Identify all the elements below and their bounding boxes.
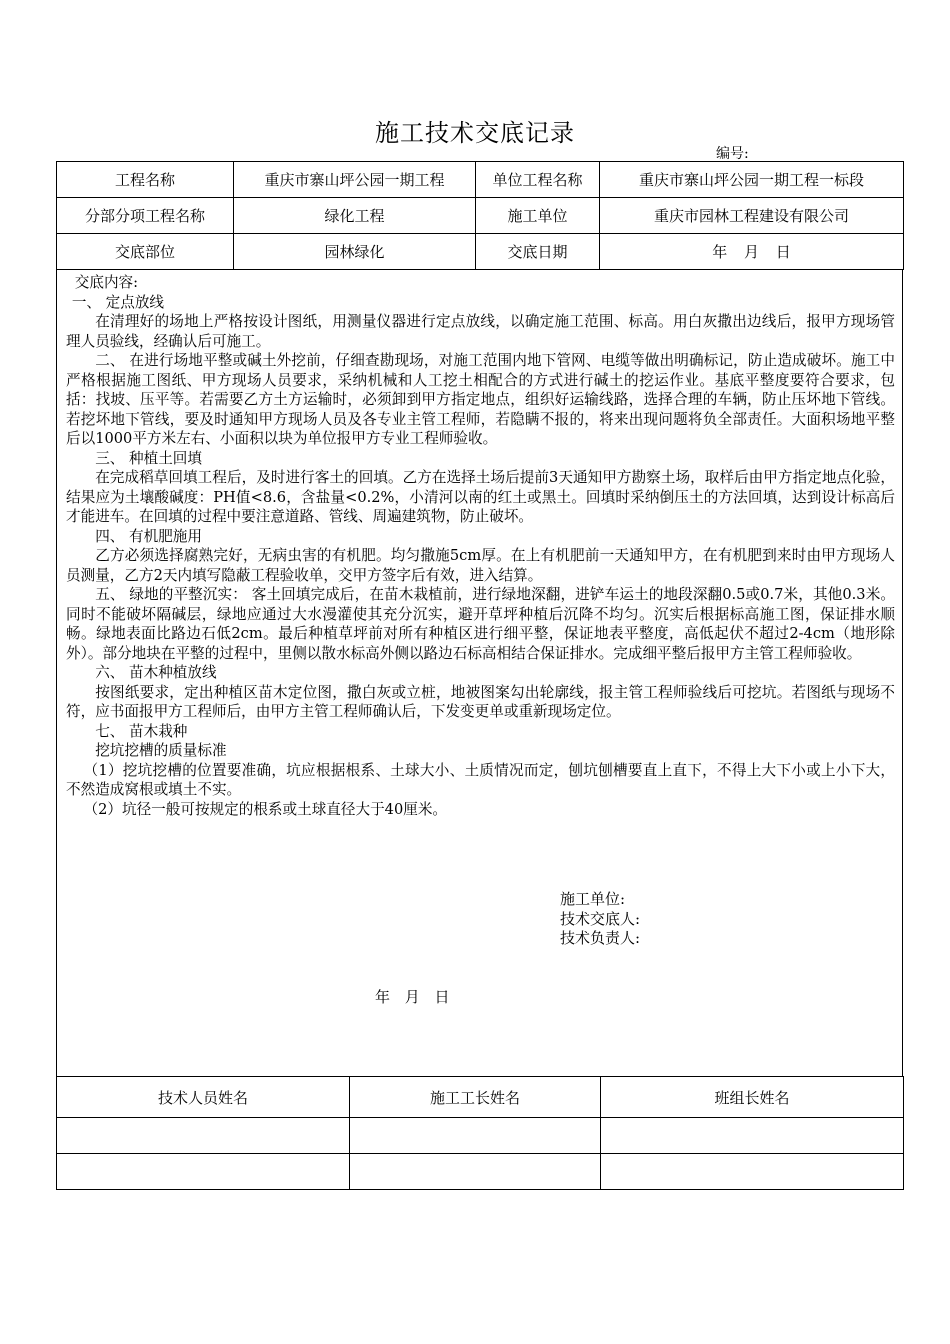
section-heading: 四、 有机肥施用 [95,527,202,545]
paragraph: （1）挖坑挖槽的位置要准确，坑应根据根系、土球大小、土质情况而定，刨坑刨槽要直上直下，不得上大下小或上小下大，不然造成窝根或填土不实。 [66,761,895,798]
unit-project-label: 单位工程名称 [476,162,600,198]
disclosure-date-label: 交底日期 [476,234,600,270]
header-row [57,234,904,270]
paragraph: （2）坑径一般可按规定的根系或土球直径大于40厘米。 [83,800,448,818]
team-leader-name-header: 班组长姓名 [601,1077,904,1118]
section-heading: 六、 苗木种植放线 [95,664,217,681]
foreman-name-cell[interactable] [350,1118,601,1154]
document-title: 施工技术交底记录 [375,119,575,147]
paragraph: 乙方必须选择腐熟完好，无病虫害的有机肥。均匀撒施5cm厚。在上有机肥前一天通知甲方，在有机肥到来时由甲方现场人员测量，乙方2天内填写隐蔽工程验收单，交甲方签字后有效，进入结算。 [66,547,895,584]
personnel-header-row [57,1077,904,1118]
paragraph: 按图纸要求，定出种植区苗木定位图，撒白灰或立桩，地被图案勾出轮廓线，报主管工程师验线后可挖坑。若图纸与现场不符，应书面报甲方工程师后，由甲方主管工程师确认后，下发变更单或重新现场定位。 [66,683,895,720]
sign-date: 年 月 日 [375,988,450,1006]
paragraph: 五、 绿地的平整沉实： 客土回填完成后，在苗木栽植前，进行绿地深翻，进铲车运土的地段深翻0.5或0.7米，其他0.3米。同时不能破坏隔碱层，绿地应通过大水漫灌使其充分沉实，避开草坪种植后沉降不均匀。沉实后根据标高施工图，保证排水顺畅。绿地表面比路边石低2cm。最后种植草坪前对所有种植区进行细平整，保证地表平整度，高低起伏不超过2-4cm（地形除外）。部分地块在平整的过程中，里侧以散水标高外侧以路边石标高相结合保证排水。完成细平整后报甲方主管工程师验收。 [66,586,895,662]
disclosure-part-label: 交底部位 [57,234,234,270]
tech-staff-name-cell[interactable] [57,1118,350,1154]
header-table [56,161,904,270]
serial-number-label: 编号: [716,146,749,162]
project-name-value: 重庆市寨山坪公园一期工程 [234,162,476,198]
paragraph: 在清理好的场地上严格按设计图纸，用测量仪器进行定点放线，以确定施工范围、标高。用白灰撒出边线后，报甲方现场管理人员验线，经确认后可施工。 [66,313,895,350]
foreman-name-cell[interactable] [350,1154,601,1190]
personnel-empty-row [57,1118,904,1154]
paragraph: 在完成稻草回填工程后，及时进行客土的回填。乙方在选择土场后提前3天通知甲方勘察土场，取样后由甲方指定地点化验，结果应为土壤酸碱度：PH值<8.6，含盐量<0.2%，小清河以南的红土或黑土。回填时采纳倒压土的方法回填，达到设计标高后才能进车。在回填的过程中要注意道路、管线、周遍建筑物，防止破坏。 [66,469,895,525]
foreman-name-header: 施工工长姓名 [350,1077,601,1118]
disclosure-part-value: 园林绿化 [234,234,476,270]
header-row [57,198,904,234]
content-heading: 交底内容: [74,274,139,291]
sign-tech-lead-label: 技术负责人: [560,929,641,947]
subsection-heading: 挖坑挖槽的质量标准 [95,742,227,759]
unit-project-value: 重庆市寨山坪公园一期工程一标段 [600,162,904,198]
disclosure-body [66,273,895,819]
personnel-empty-row [57,1154,904,1190]
contractor-value: 重庆市园林工程建设有限公司 [600,198,904,234]
header-row [57,162,904,198]
project-name-label: 工程名称 [57,162,234,198]
sub-project-value: 绿化工程 [234,198,476,234]
team-leader-name-cell[interactable] [601,1154,904,1190]
sub-project-label: 分部分项工程名称 [57,198,234,234]
sign-contractor-label: 施工单位: [560,890,626,908]
section-heading: 七、 苗木栽种 [95,722,188,740]
tech-staff-name-header: 技术人员姓名 [57,1077,350,1118]
personnel-table [56,1076,904,1190]
section-heading: 一、 定点放线 [71,293,165,311]
team-leader-name-cell[interactable] [601,1118,904,1154]
paragraph: 二、 在进行场地平整或碱土外挖前，仔细查勘现场，对施工范围内地下管网、电缆等做出明确标记，防止造成破坏。施工中严格根据施工图纸、甲方现场人员要求，采纳机械和人工挖土相配合的方式进行碱土的挖运作业。基底平整度要符合要求，包括：找坡、压平等。若需要乙方土方运输时，必须卸到甲方指定地点，组织好运输线路，选择合理的车辆，防止压坏地下管线。若挖坏地下管线，要及时通知甲方现场人员及各专业主管工程师，若隐瞒不报的，将来出现问题将负全部责任。大面积场地平整后以1000平方米左右、小面积以块为单位报甲方专业工程师验收。 [66,352,895,447]
sign-discloser-label: 技术交底人: [560,909,641,928]
disclosure-date-value: 年 月 日 [600,234,904,270]
section-heading: 三、 种植土回填 [95,449,202,467]
tech-staff-name-cell[interactable] [57,1154,350,1190]
signature-block [560,890,640,949]
contractor-label: 施工单位 [476,198,600,234]
disclosure-content-box [56,270,903,1076]
